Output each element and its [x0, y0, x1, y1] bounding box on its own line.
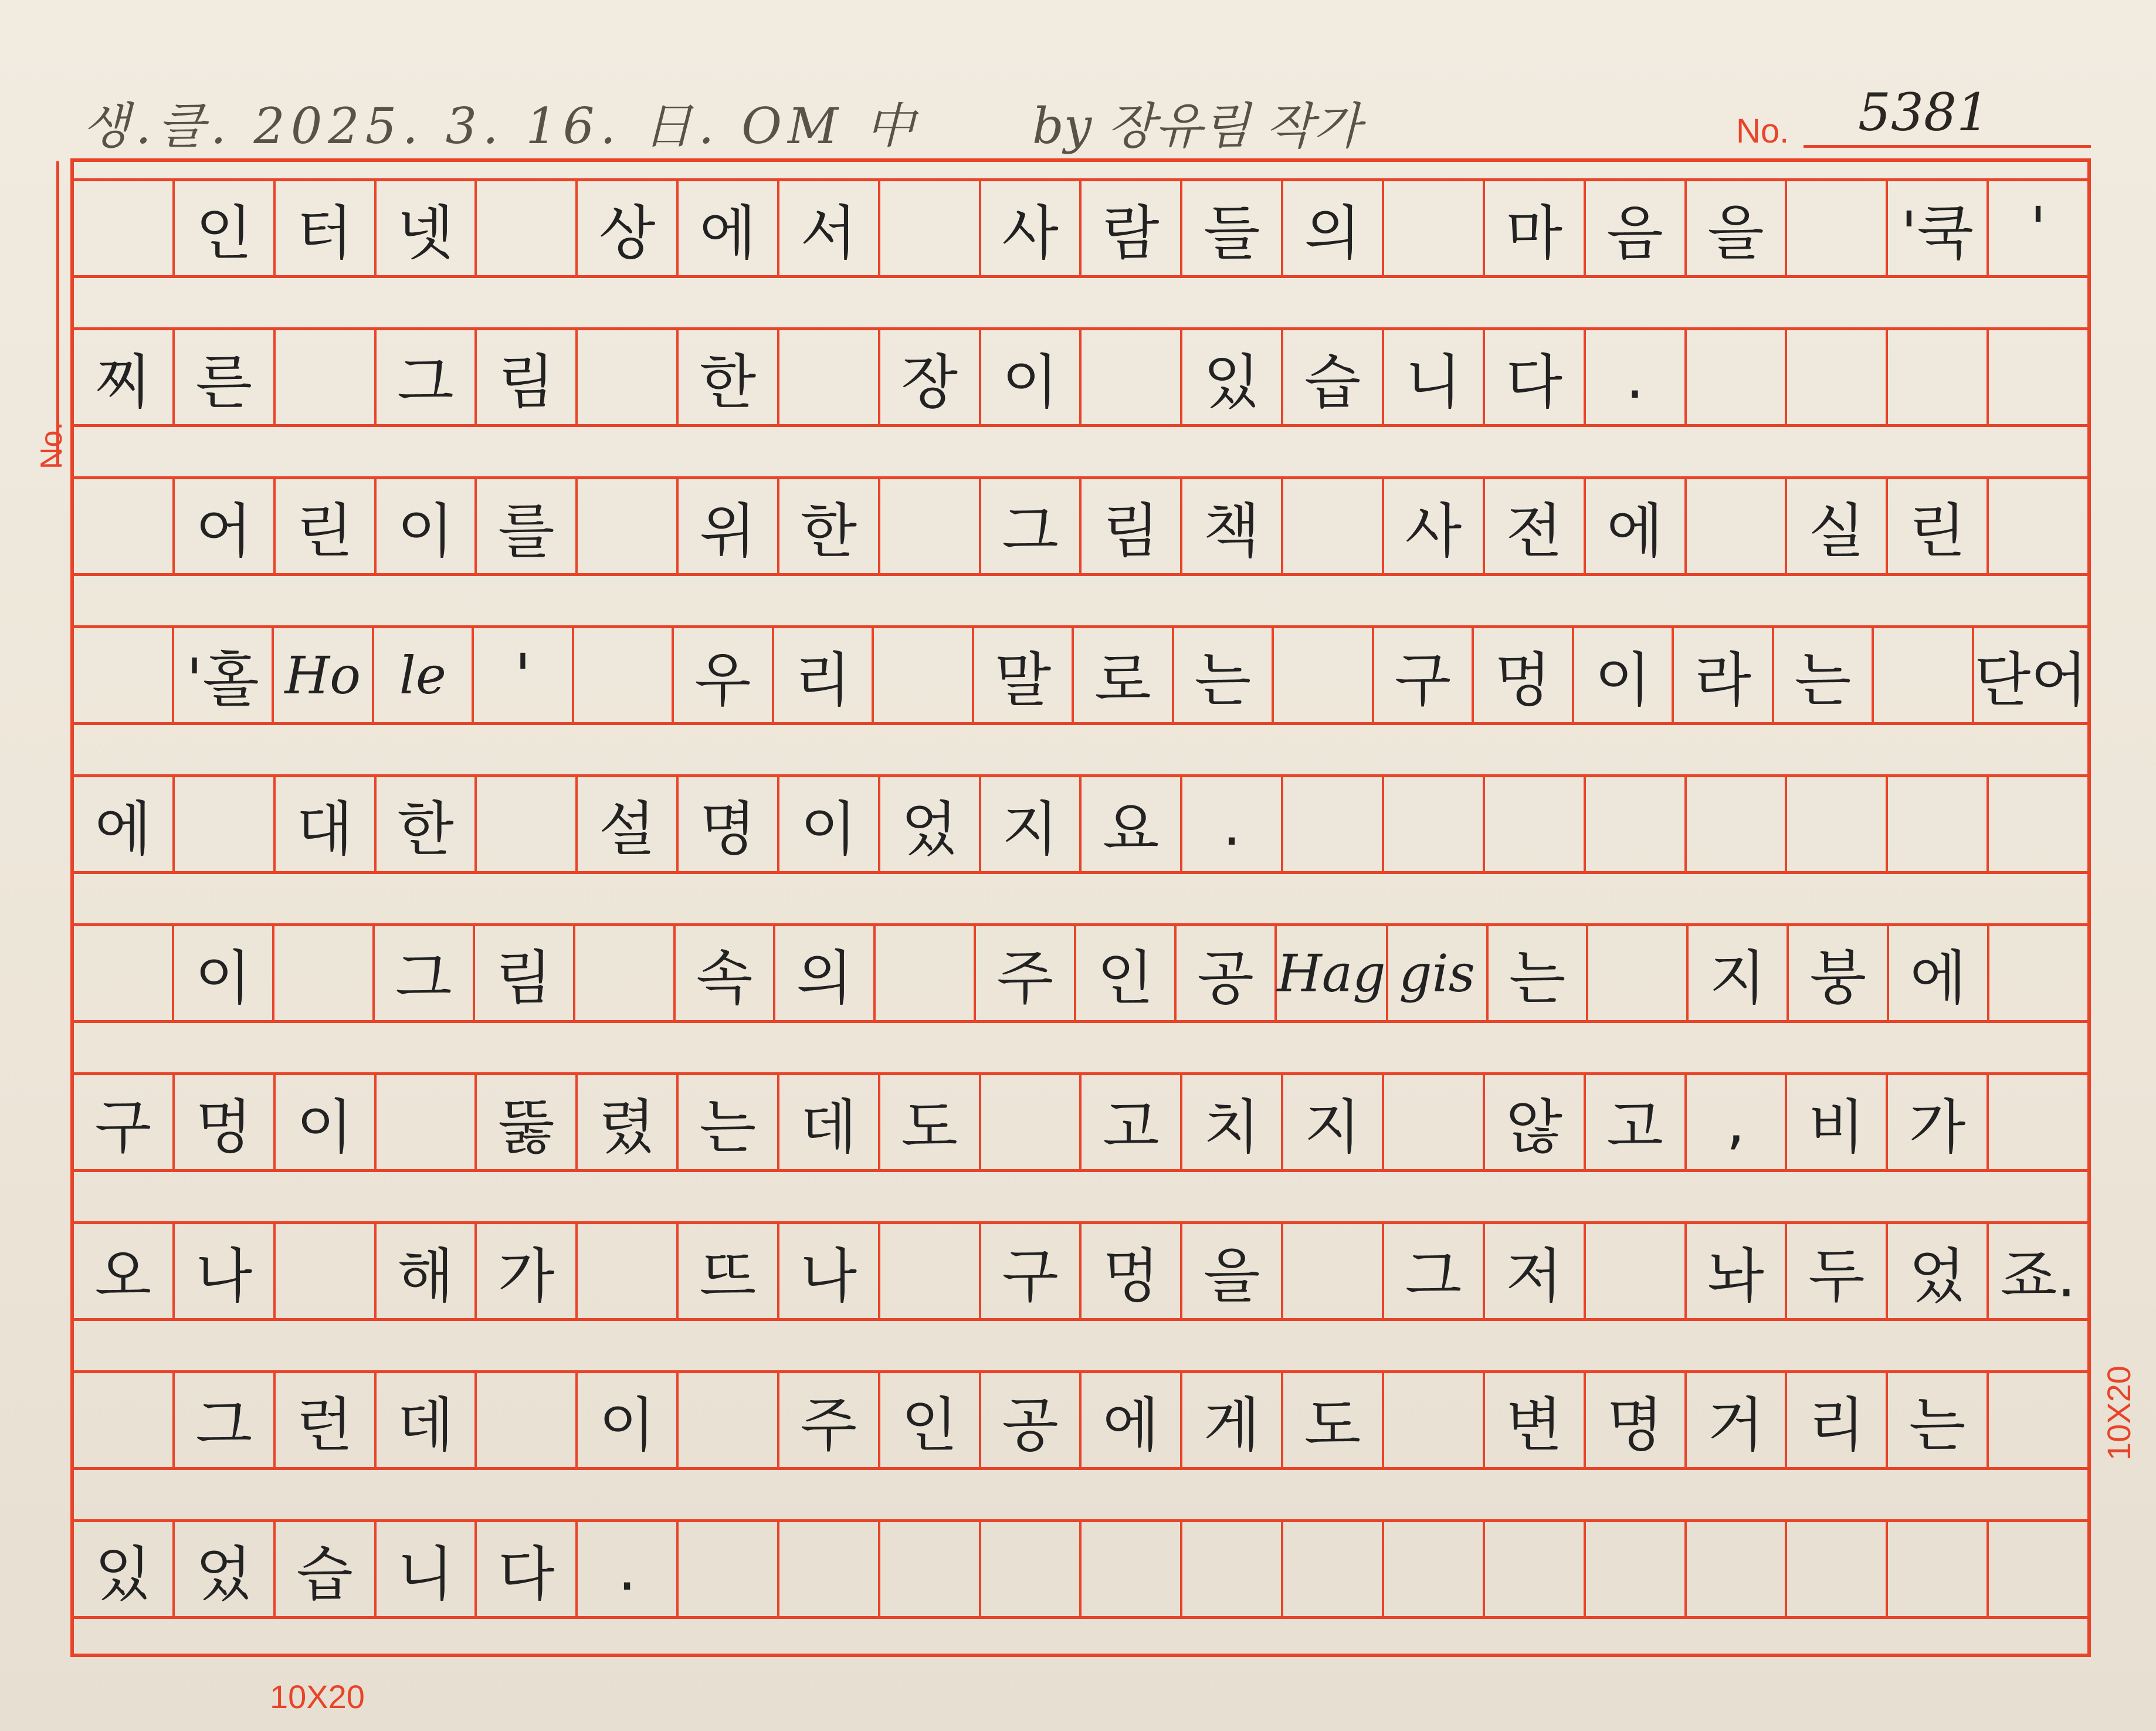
- grid-cell: 에: [1586, 479, 1687, 573]
- grid-cell: 지: [981, 777, 1082, 871]
- grid-cell: [874, 628, 974, 722]
- grid-cell: [1485, 777, 1586, 871]
- grid-cell: Hag: [1277, 926, 1388, 1020]
- side-number-label: No.: [35, 422, 69, 469]
- grid-cell: [1687, 330, 1788, 424]
- grid-cell: 라: [1674, 628, 1774, 722]
- grid-cell: [1989, 1522, 2087, 1616]
- grid-cell: 그: [377, 330, 477, 424]
- grid-cell: [880, 479, 981, 573]
- grid-cell: 니: [377, 1522, 477, 1616]
- author-byline: by 장유림 작가: [1032, 97, 1361, 155]
- grid-cell: [1384, 1373, 1485, 1467]
- grid-cell: 데: [779, 1075, 880, 1169]
- grid-cell: [74, 479, 175, 573]
- grid-cell: [876, 926, 976, 1020]
- grid-cell: 가: [1888, 1075, 1989, 1169]
- grid-cell: 서: [779, 181, 880, 275]
- sheet-number-value: 5381: [1858, 82, 1989, 143]
- grid-cell: 인: [1076, 926, 1177, 1020]
- grid-cell: [1384, 181, 1485, 275]
- grid-cell: 붕: [1789, 926, 1889, 1020]
- side-number-mark: [56, 161, 59, 466]
- grid-cell: le: [374, 628, 474, 722]
- grid-cell: 비: [1787, 1075, 1888, 1169]
- grid-cell: 렸: [578, 1075, 679, 1169]
- grid-cell: 주: [976, 926, 1076, 1020]
- grid-cell: 멍: [1082, 1224, 1182, 1318]
- grid-cell: 음: [1586, 181, 1687, 275]
- grid-cell: [1888, 330, 1989, 424]
- grid-cell: 에: [1082, 1373, 1182, 1467]
- grid-cell: [981, 1522, 1082, 1616]
- grid-cell: 저: [1485, 1224, 1586, 1318]
- grid-cell: 그: [1384, 1224, 1485, 1318]
- grid-cell: 리: [1787, 1373, 1888, 1467]
- grid-size-label-right: 10X20: [2100, 1366, 2137, 1461]
- grid-cell: 인: [880, 1373, 981, 1467]
- grid-cell: [276, 1224, 377, 1318]
- grid-cell: 었: [880, 777, 981, 871]
- grid-cell: [74, 181, 175, 275]
- grid-cell: [276, 330, 377, 424]
- grid-cell: 인: [175, 181, 276, 275]
- grid-cell: [1888, 1522, 1989, 1616]
- grid-cell: [1485, 1522, 1586, 1616]
- grid-cell: 었: [1888, 1224, 1989, 1318]
- grid-cell: 리: [774, 628, 874, 722]
- grid-cell: [1787, 181, 1888, 275]
- manuscript-grid: [70, 158, 2091, 1657]
- grid-cell: 고: [1082, 1075, 1182, 1169]
- grid-cell: 장: [880, 330, 981, 424]
- grid-cell: 그: [375, 926, 475, 1020]
- sheet-number-label: No.: [1736, 112, 1789, 150]
- grid-row: [74, 774, 2087, 874]
- grid-cell: [1283, 777, 1384, 871]
- grid-cell: [477, 1373, 578, 1467]
- grid-cell: 에: [679, 181, 779, 275]
- grid-cell: [1182, 1522, 1283, 1616]
- grid-cell: [1687, 777, 1788, 871]
- grid-cell: 터: [276, 181, 377, 275]
- grid-cell: 구: [74, 1075, 175, 1169]
- grid-cell: [477, 777, 578, 871]
- grid-cell: [74, 1373, 175, 1467]
- grid-cell: [679, 1522, 779, 1616]
- grid-cell: 는: [1774, 628, 1874, 722]
- grid-cell: 습: [1283, 330, 1384, 424]
- grid-cell: [578, 479, 679, 573]
- grid-cell: 속: [676, 926, 776, 1020]
- grid-cell: 로: [1074, 628, 1174, 722]
- grid-cell: [1283, 1522, 1384, 1616]
- grid-cell: [578, 330, 679, 424]
- grid-cell: 우: [674, 628, 774, 722]
- grid-cell: [1274, 628, 1374, 722]
- grid-cell: 린: [1888, 479, 1989, 573]
- grid-cell: 사: [1384, 479, 1485, 573]
- grid-cell: [1283, 479, 1384, 573]
- grid-cell: 다: [1485, 330, 1586, 424]
- grid-cell: 지: [1283, 1075, 1384, 1169]
- grid-cell: 림: [477, 330, 578, 424]
- grid-cell: [1384, 1075, 1485, 1169]
- grid-cell: [477, 181, 578, 275]
- grid-cell: 른: [175, 330, 276, 424]
- grid-cell: ': [474, 628, 574, 722]
- grid-cell: '홀: [174, 628, 274, 722]
- grid-cell: 에: [1889, 926, 1989, 1020]
- grid-cell: 멍: [1474, 628, 1574, 722]
- grid-cell: [1082, 1522, 1182, 1616]
- grid-cell: [1586, 1224, 1687, 1318]
- grid-cell: 거: [1687, 1373, 1788, 1467]
- grid-cell: [1989, 926, 2087, 1020]
- grid-cell: 한: [377, 777, 477, 871]
- grid-cell: [1989, 330, 2087, 424]
- grid-row: [74, 1221, 2087, 1321]
- grid-cell: [1787, 330, 1888, 424]
- grid-cell: [1384, 1522, 1485, 1616]
- grid-cell: 이: [981, 330, 1082, 424]
- grid-cell: 림: [1082, 479, 1182, 573]
- grid-cell: 치: [1182, 1075, 1283, 1169]
- grid-cell: 구: [1374, 628, 1474, 722]
- grid-cell: [1989, 777, 2087, 871]
- grid-cell: 가: [477, 1224, 578, 1318]
- grid-cell: [1687, 1522, 1788, 1616]
- grid-cell: 나: [175, 1224, 276, 1318]
- grid-cell: [74, 628, 174, 722]
- grid-cell: [175, 777, 276, 871]
- grid-cell: 해: [377, 1224, 477, 1318]
- grid-row: [74, 476, 2087, 576]
- grid-cell: 주: [779, 1373, 880, 1467]
- grid-cell: [274, 926, 375, 1020]
- grid-cell: [1874, 628, 1974, 722]
- grid-cell: 말: [974, 628, 1074, 722]
- grid-cell: 린: [276, 479, 377, 573]
- grid-cell: 는: [1489, 926, 1589, 1020]
- grid-cell: 있: [74, 1522, 175, 1616]
- grid-cell: 이: [578, 1373, 679, 1467]
- grid-cell: 넷: [377, 181, 477, 275]
- grid-cell: 는: [1174, 628, 1274, 722]
- grid-cell: [74, 926, 174, 1020]
- grid-row: [74, 625, 2087, 725]
- grid-cell: 명: [1586, 1373, 1687, 1467]
- grid-cell: 에: [74, 777, 175, 871]
- grid-cell: 마: [1485, 181, 1586, 275]
- grid-cell: 설: [578, 777, 679, 871]
- grid-cell: [574, 628, 674, 722]
- grid-cell: 놔: [1687, 1224, 1788, 1318]
- grid-cell: 실: [1787, 479, 1888, 573]
- grid-cell: 한: [679, 330, 779, 424]
- grid-row: [74, 923, 2087, 1023]
- grid-cell: 오: [74, 1224, 175, 1318]
- grid-size-label-bottom: 10X20: [270, 1678, 365, 1715]
- grid-cell: 그: [175, 1373, 276, 1467]
- grid-cell: 지: [1689, 926, 1789, 1020]
- grid-cell: 이: [1574, 628, 1674, 722]
- grid-cell: [578, 1224, 679, 1318]
- grid-cell: 나: [779, 1224, 880, 1318]
- grid-cell: 런: [276, 1373, 377, 1467]
- grid-cell: 니: [1384, 330, 1485, 424]
- grid-cell: 이: [174, 926, 274, 1020]
- grid-cell: 상: [578, 181, 679, 275]
- grid-cell-text: 단: [1974, 646, 2031, 714]
- grid-cell: 멍: [175, 1075, 276, 1169]
- grid-cell: 도: [1283, 1373, 1384, 1467]
- grid-cell: 변: [1485, 1373, 1586, 1467]
- grid-cell: 림: [475, 926, 575, 1020]
- grid-cell: [1384, 777, 1485, 871]
- grid-cell: 람: [1082, 181, 1182, 275]
- grid-cell: 데: [377, 1373, 477, 1467]
- grid-cell: [377, 1075, 477, 1169]
- grid-cell: 한: [779, 479, 880, 573]
- grid-cell: [1586, 1522, 1687, 1616]
- grid-cell: 이: [276, 1075, 377, 1169]
- grid-cell: [1687, 479, 1788, 573]
- grid-cell: 를: [477, 479, 578, 573]
- grid-cell: 공: [1177, 926, 1277, 1020]
- grid-cell: [1989, 479, 2087, 573]
- grid-cell: [679, 1373, 779, 1467]
- grid-cell: 책: [1182, 479, 1283, 573]
- grid-cell: 않: [1485, 1075, 1586, 1169]
- grid-cell: [1588, 926, 1689, 1020]
- grid-cell: 이: [377, 479, 477, 573]
- grid-cell: [981, 1075, 1082, 1169]
- header-note: 생.클. 2025. 3. 16. 日. OM 中: [82, 97, 921, 155]
- grid-cell: .: [1586, 330, 1687, 424]
- grid-cell: 구: [981, 1224, 1082, 1318]
- grid-cell: 었: [175, 1522, 276, 1616]
- grid-cell: Ho: [274, 628, 374, 722]
- grid-cell: 이: [779, 777, 880, 871]
- sheet-number-line: [1804, 145, 2091, 148]
- grid-cell: [1283, 1224, 1384, 1318]
- grid-row: [74, 178, 2087, 278]
- grid-cell: 두: [1787, 1224, 1888, 1318]
- grid-cell: 들: [1182, 181, 1283, 275]
- grid-cell: 는: [1888, 1373, 1989, 1467]
- grid-cell: .: [578, 1522, 679, 1616]
- grid-cell: 전: [1485, 479, 1586, 573]
- grid-cell: 뜨: [679, 1224, 779, 1318]
- grid-cell: [1787, 1522, 1888, 1616]
- grid-cell: [1989, 1075, 2087, 1169]
- grid-cell: ': [2030, 194, 2046, 263]
- grid-cell: 그: [981, 479, 1082, 573]
- grid-cell: [1989, 1373, 2087, 1467]
- grid-cell: 있: [1182, 330, 1283, 424]
- grid-cell: 사: [981, 181, 1082, 275]
- grid-cell: 을: [1687, 181, 1788, 275]
- grid-cell: '쿡: [1888, 181, 1989, 275]
- grid-row: [74, 327, 2087, 427]
- grid-cell: [1586, 777, 1687, 871]
- grid-cell: 다: [477, 1522, 578, 1616]
- grid-cell: 어: [175, 479, 276, 573]
- grid-cell: 요: [1082, 777, 1182, 871]
- grid-cell: gis: [1388, 926, 1489, 1020]
- grid-cell: [779, 1522, 880, 1616]
- grid-cell: [1888, 777, 1989, 871]
- grid-cell: [880, 1224, 981, 1318]
- grid-row: [74, 1519, 2087, 1619]
- grid-cell: [880, 181, 981, 275]
- grid-row: [74, 1370, 2087, 1470]
- grid-cell: 죠.: [2000, 1242, 2076, 1310]
- grid-cell: [1082, 330, 1182, 424]
- grid-cell: [1974, 628, 2087, 722]
- grid-cell: 는: [679, 1075, 779, 1169]
- grid-cell: 위: [679, 479, 779, 573]
- grid-cell: 뚫: [477, 1075, 578, 1169]
- grid-cell: 의: [1283, 181, 1384, 275]
- grid-cell: 명: [679, 777, 779, 871]
- grid-cell: 을: [1182, 1224, 1283, 1318]
- grid-cell: [575, 926, 676, 1020]
- grid-cell: 습: [276, 1522, 377, 1616]
- grid-cell: 공: [981, 1373, 1082, 1467]
- grid-cell: 고: [1586, 1075, 1687, 1169]
- grid-cell: 찌: [74, 330, 175, 424]
- grid-cell: .: [1182, 777, 1283, 871]
- grid-cell: [1787, 777, 1888, 871]
- grid-row: [74, 1072, 2087, 1172]
- grid-cell: 게: [1182, 1373, 1283, 1467]
- grid-cell-overflow: 어: [2030, 646, 2088, 714]
- grid-cell: 대: [276, 777, 377, 871]
- grid-cell: 의: [775, 926, 876, 1020]
- grid-cell: ,: [1687, 1075, 1788, 1169]
- grid-cell: [779, 330, 880, 424]
- grid-cell: [880, 1522, 981, 1616]
- grid-cell: 도: [880, 1075, 981, 1169]
